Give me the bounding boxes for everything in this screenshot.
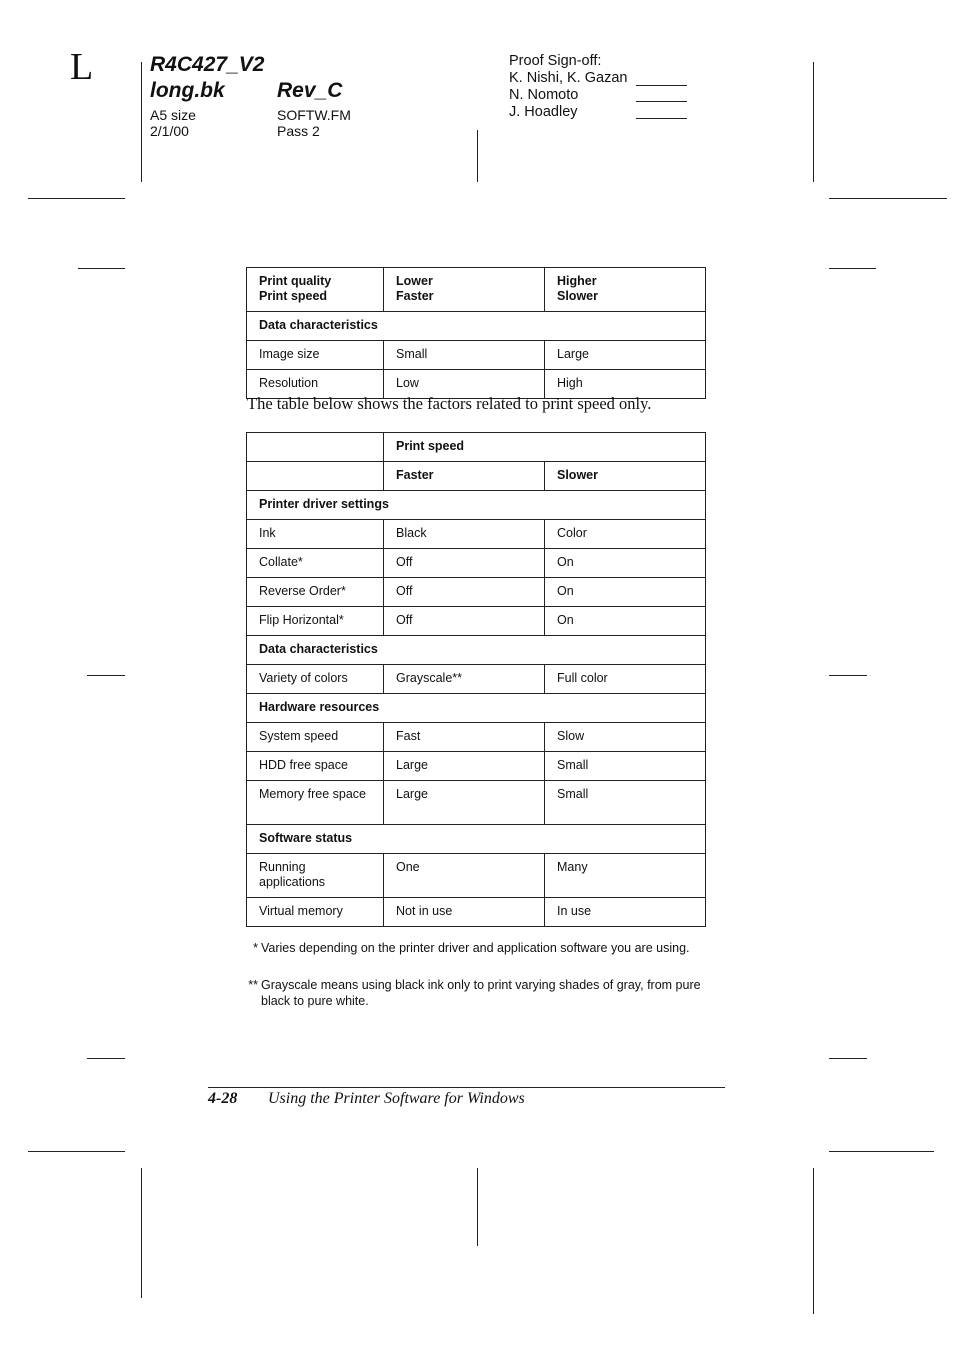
table-cell: Off [384,607,545,636]
signature-line [636,101,687,102]
table-row [247,854,706,898]
table-cell: Running applications [247,854,384,898]
intro-paragraph: The table below shows the factors related to print speed only. [247,394,652,413]
table-cell: Large [384,781,545,825]
table-cell: Off [384,549,545,578]
section-row [247,825,706,854]
crop-mark [829,198,947,199]
table-row [247,752,706,781]
section-heading: Software status [247,825,706,854]
crop-mark [87,1058,125,1059]
revision: Rev_C [277,79,343,102]
table-header-row [247,462,706,491]
table-cell: Fast [384,723,545,752]
table-cell: Higher Slower [545,268,706,312]
table-cell: On [545,549,706,578]
section-heading: Data characteristics [247,636,706,665]
crop-mark [829,675,867,676]
table-cell: System speed [247,723,384,752]
table-cell: Low [384,370,545,399]
table-cell: Off [384,578,545,607]
table-cell: Large [545,341,706,370]
table-cell: Many [545,854,706,898]
table-row [247,549,706,578]
table-cell: Not in use [384,898,545,927]
table-row [247,607,706,636]
crop-mark [829,268,876,269]
table-header-row [247,433,706,462]
pass-label: Pass 2 [277,123,320,139]
table-cell: Ink [247,520,384,549]
crop-mark [477,1168,478,1246]
crop-mark [829,1151,934,1152]
section-row [247,694,706,723]
section-row [247,491,706,520]
footer-rule [208,1087,725,1088]
doc-id: R4C427_V2 [150,53,265,76]
table-cell: Variety of colors [247,665,384,694]
crop-mark [477,130,478,182]
footnote-text: Varies depending on the printer driver and application software you are using. [261,941,690,955]
table-title: Print speed [384,433,706,462]
footnote-text: Grayscale means using black ink only to print varying shades of gray, from pure black to pure white. [261,978,701,1008]
chapter-title: Using the Printer Software for Windows [268,1090,525,1107]
table-cell: Collate* [247,549,384,578]
table-cell [247,433,384,462]
table-cell: Memory free space [247,781,384,825]
table-row [247,781,706,825]
proof-heading: Proof Sign-off: [509,53,602,69]
table-row [247,341,706,370]
table-row [247,898,706,927]
footnote [253,940,723,956]
table-header-row [247,268,706,312]
table-cell: HDD free space [247,752,384,781]
crop-mark [141,1168,142,1298]
table-cell: Full color [545,665,706,694]
table-cell: Flip Horizontal* [247,607,384,636]
crop-mark [87,675,125,676]
table-cell: Color [545,520,706,549]
crop-mark [813,1168,814,1314]
section-heading: Printer driver settings [247,491,706,520]
table-cell: Faster [384,462,545,491]
table-cell: One [384,854,545,898]
footnote-mark: * [253,941,258,955]
table-cell: On [545,607,706,636]
table-cell: Grayscale** [384,665,545,694]
footnote-mark: ** [248,978,258,992]
proof-name: J. Hoadley [509,104,578,120]
table-row [247,578,706,607]
corner-letter: L [70,46,94,88]
table-cell: Reverse Order* [247,578,384,607]
table-cell: Resolution [247,370,384,399]
table-cell: High [545,370,706,399]
section-heading: Hardware resources [247,694,706,723]
table-cell: Black [384,520,545,549]
doc-date: 2/1/00 [150,123,189,139]
table-cell: Virtual memory [247,898,384,927]
table-cell: Print quality Print speed [247,268,384,312]
table-cell: Small [545,752,706,781]
table-cell: Image size [247,341,384,370]
page-number: 4-28 [208,1090,238,1107]
print-speed-table [246,432,706,927]
footnote [248,977,723,1009]
table-cell: Large [384,752,545,781]
section-heading: Data characteristics [247,312,706,341]
table-cell: In use [545,898,706,927]
table-row [247,665,706,694]
crop-mark [78,268,125,269]
table-row [247,520,706,549]
page-size: A5 size [150,107,196,123]
table-cell: On [545,578,706,607]
table-cell: Slow [545,723,706,752]
table-cell: Small [545,781,706,825]
crop-mark [141,62,142,182]
crop-mark [28,198,125,199]
crop-mark [28,1151,125,1152]
section-row [247,636,706,665]
file-name: SOFTW.FM [277,107,351,123]
quality-speed-table [246,267,706,399]
crop-mark [829,1058,867,1059]
table-cell [247,462,384,491]
book-name: long.bk [150,79,225,102]
section-row [247,312,706,341]
crop-mark [813,62,814,182]
table-cell: Slower [545,462,706,491]
table-cell: Lower Faster [384,268,545,312]
proof-name: K. Nishi, K. Gazan [509,70,628,86]
table-cell: Small [384,341,545,370]
signature-line [636,85,687,86]
table-row [247,723,706,752]
signature-line [636,118,687,119]
proof-name: N. Nomoto [509,87,579,103]
